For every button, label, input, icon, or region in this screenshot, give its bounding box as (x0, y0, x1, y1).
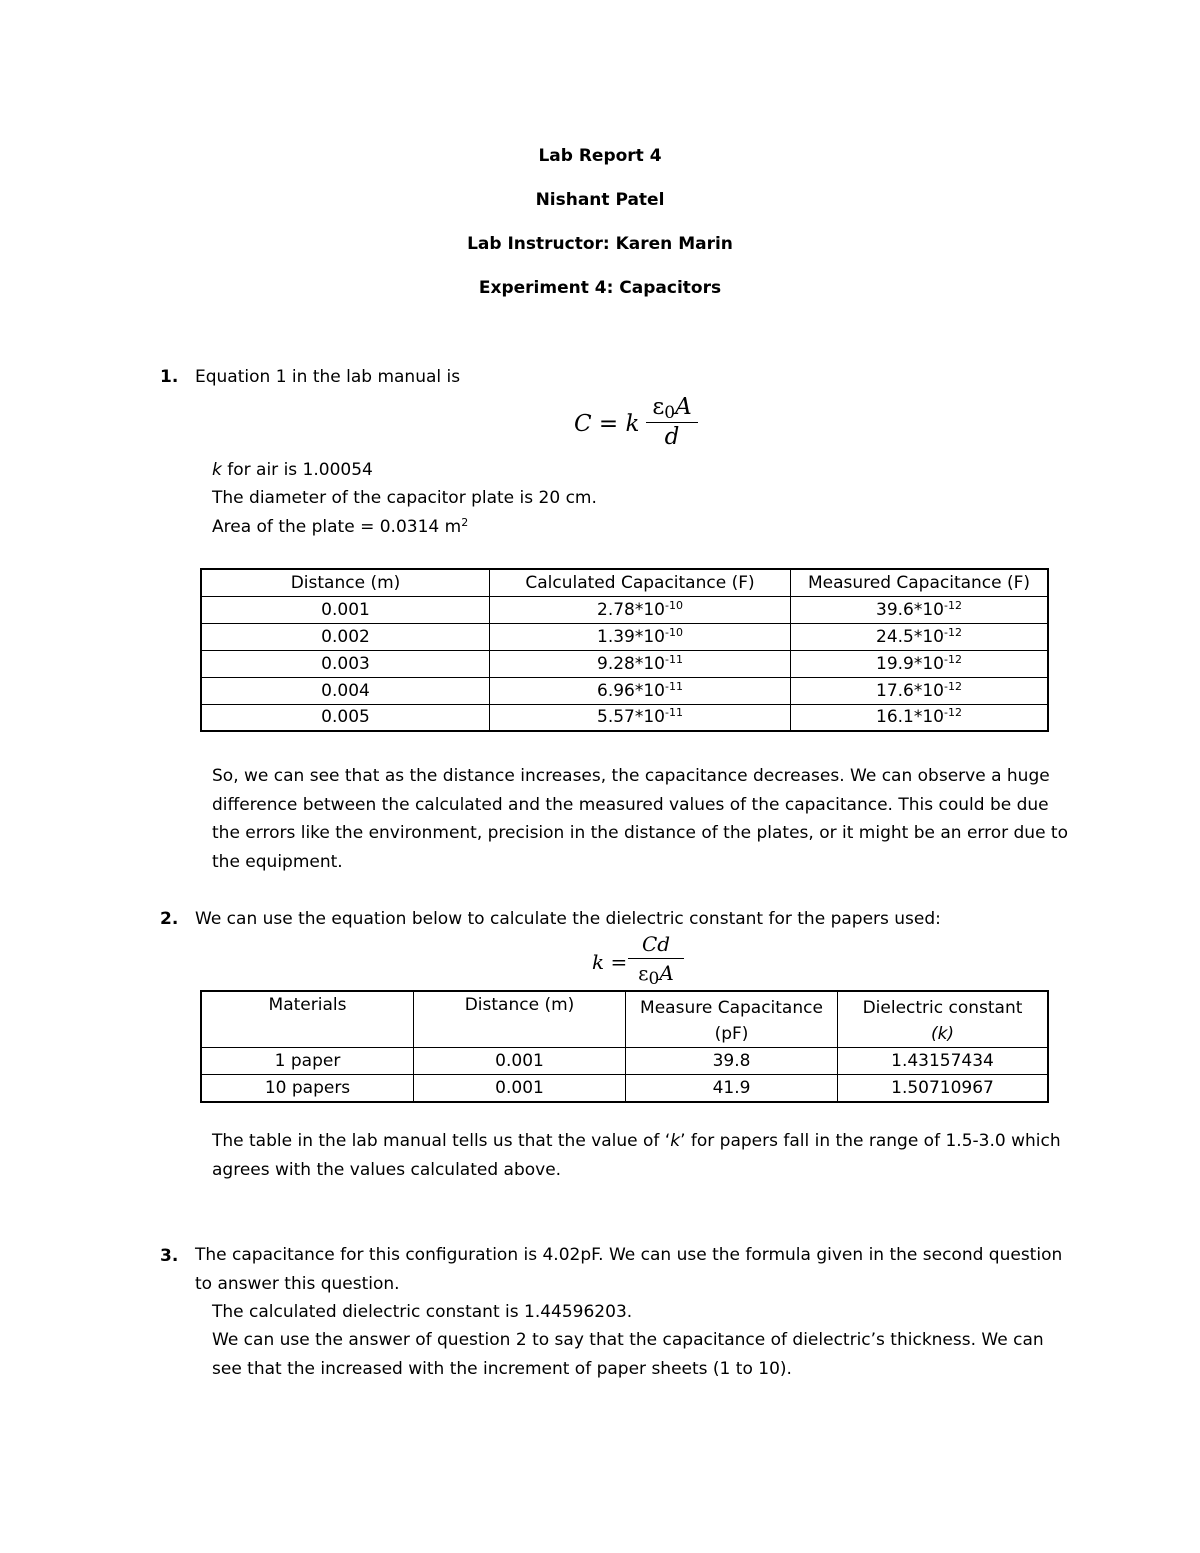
area-variable: A (675, 394, 692, 420)
question-3-number: 3. (160, 1246, 179, 1266)
measured-mantissa: 39.6*10 (876, 599, 944, 620)
capacitance-cell: 39.8 (626, 1048, 838, 1075)
calculated-exponent: -11 (665, 706, 683, 720)
epsilon-subscript: 0 (648, 969, 660, 989)
calculated-exponent: -10 (665, 625, 683, 639)
author-name: Nishant Patel (535, 190, 665, 210)
column-header-dielectric (838, 991, 1049, 1048)
dielectric-header-text: Dielectric constant (862, 998, 1023, 1018)
calculated-mantissa: 9.28*10 (597, 653, 665, 674)
measured-cell (791, 677, 1049, 704)
column-header-calculated: Calculated Capacitance (F) (490, 569, 791, 596)
calculated-cell (490, 650, 791, 677)
question-2-note (212, 1127, 1062, 1184)
measured-cell (791, 650, 1049, 677)
capacitance-table-header (201, 569, 1048, 596)
dielectric-table (200, 990, 1049, 1103)
area-variable: A (659, 961, 674, 985)
plate-diameter: The diameter of the capacitor plate is 20 cm. (212, 488, 597, 508)
distance-cell: 0.001 (414, 1075, 626, 1102)
table-row (201, 677, 1048, 704)
k-air-text: for air is 1.00054 (221, 460, 373, 480)
measured-mantissa: 24.5*10 (876, 626, 944, 647)
equation-1-fraction (646, 392, 698, 453)
measured-exponent: -12 (944, 625, 962, 639)
distance-cell: 0.003 (201, 650, 490, 677)
capacitance-table (200, 568, 1049, 732)
distance-cell: 0.004 (201, 677, 490, 704)
dielectric-table-header (201, 991, 1048, 1048)
calculated-mantissa: 1.39*10 (597, 626, 665, 647)
calculated-mantissa: 2.78*10 (597, 599, 665, 620)
measured-exponent: -12 (944, 679, 962, 693)
equation-1-lhs: C = k (574, 411, 640, 437)
equation-1-denominator: d (646, 422, 698, 453)
measured-cell (791, 704, 1049, 731)
equation-2-numerator: Cd (641, 932, 671, 956)
column-header-measured: Measured Capacitance (F) (791, 569, 1049, 596)
calculated-cell (490, 704, 791, 731)
equation-2-denominator (628, 958, 684, 987)
measured-mantissa: 17.6*10 (876, 680, 944, 701)
plate-area-exponent: 2 (461, 516, 469, 529)
plate-area-text: Area of the plate = 0.0314 m (212, 517, 462, 537)
column-header-materials: Materials (201, 991, 414, 1048)
equation-2-lhs: k = (592, 950, 628, 974)
note-k-symbol: k (670, 1131, 681, 1151)
material-cell: 1 paper (201, 1048, 414, 1075)
question-2-number: 2. (160, 909, 179, 929)
calculated-exponent: -10 (665, 598, 683, 612)
question-1-discussion: So, we can see that as the distance increases, the capacitance decreases. We can observe a huge difference between the calculated and the measured values of the capacitance. This could be due the errors like the environment, precision in the distance of the plates, or it might be an error due to the equipment. (212, 766, 1069, 872)
epsilon-subscript: 0 (664, 403, 676, 423)
question-3-text: The capacitance for this configuration is 4.02pF. We can use the formula given in the second question to answer this question. (195, 1245, 1063, 1294)
dielectric-header-k: (k) (930, 1024, 955, 1044)
distance-cell: 0.001 (414, 1048, 626, 1075)
k-air-value (212, 460, 373, 480)
calculated-exponent: -11 (665, 652, 683, 666)
capacitance-cell: 41.9 (626, 1075, 838, 1102)
equation-2-fraction (628, 931, 684, 987)
column-header-capacitance: Measure Capacitance (pF) (626, 991, 838, 1048)
measured-exponent: -12 (944, 598, 962, 612)
question-3-calculated: The calculated dielectric constant is 1.44596203. (212, 1302, 633, 1322)
calculated-mantissa: 6.96*10 (597, 680, 665, 701)
table-row (201, 1075, 1048, 1102)
question-2-intro: We can use the equation below to calculate the dielectric constant for the papers used: (195, 909, 941, 929)
measured-cell (791, 623, 1049, 650)
question-3-conclusion: We can use the answer of question 2 to say that the capacitance of dielectric’s thickness. We can see that the increased with the increment of paper sheets (1 to 10). (212, 1330, 1044, 1379)
dielectric-cell: 1.50710967 (838, 1075, 1049, 1102)
measured-mantissa: 19.9*10 (876, 653, 944, 674)
table-row (201, 704, 1048, 731)
material-cell: 10 papers (201, 1075, 414, 1102)
column-header-distance: Distance (m) (201, 569, 490, 596)
question-1-intro: Equation 1 in the lab manual is (195, 367, 461, 387)
distance-cell: 0.001 (201, 596, 490, 623)
dielectric-cell: 1.43157434 (838, 1048, 1049, 1075)
report-title: Lab Report 4 (538, 146, 662, 166)
table-row (201, 596, 1048, 623)
lab-instructor: Lab Instructor: Karen Marin (467, 234, 733, 254)
calculated-cell (490, 596, 791, 623)
calculated-cell (490, 623, 791, 650)
table-row (201, 650, 1048, 677)
distance-cell: 0.002 (201, 623, 490, 650)
question-1-number: 1. (160, 367, 179, 387)
calculated-cell (490, 677, 791, 704)
measured-exponent: -12 (944, 652, 962, 666)
measured-exponent: -12 (944, 706, 962, 720)
table-row (201, 1048, 1048, 1075)
calculated-exponent: -11 (665, 679, 683, 693)
distance-cell: 0.005 (201, 704, 490, 731)
experiment-title: Experiment 4: Capacitors (478, 278, 722, 298)
measured-cell (791, 596, 1049, 623)
note-text-before: The table in the lab manual tells us that the value of ‘ (212, 1131, 671, 1151)
plate-area (212, 517, 468, 537)
epsilon-symbol: ε (652, 394, 665, 420)
table-row (201, 623, 1048, 650)
k-symbol: k (212, 460, 222, 480)
calculated-mantissa: 5.57*10 (597, 707, 665, 728)
epsilon-symbol: ε (638, 961, 649, 985)
note-text-after: ’ for papers fall in the range of 1.5-3.0 which agrees with the values calculated above. (212, 1131, 1061, 1180)
measured-mantissa: 16.1*10 (876, 707, 944, 728)
column-header-distance: Distance (m) (414, 991, 626, 1048)
